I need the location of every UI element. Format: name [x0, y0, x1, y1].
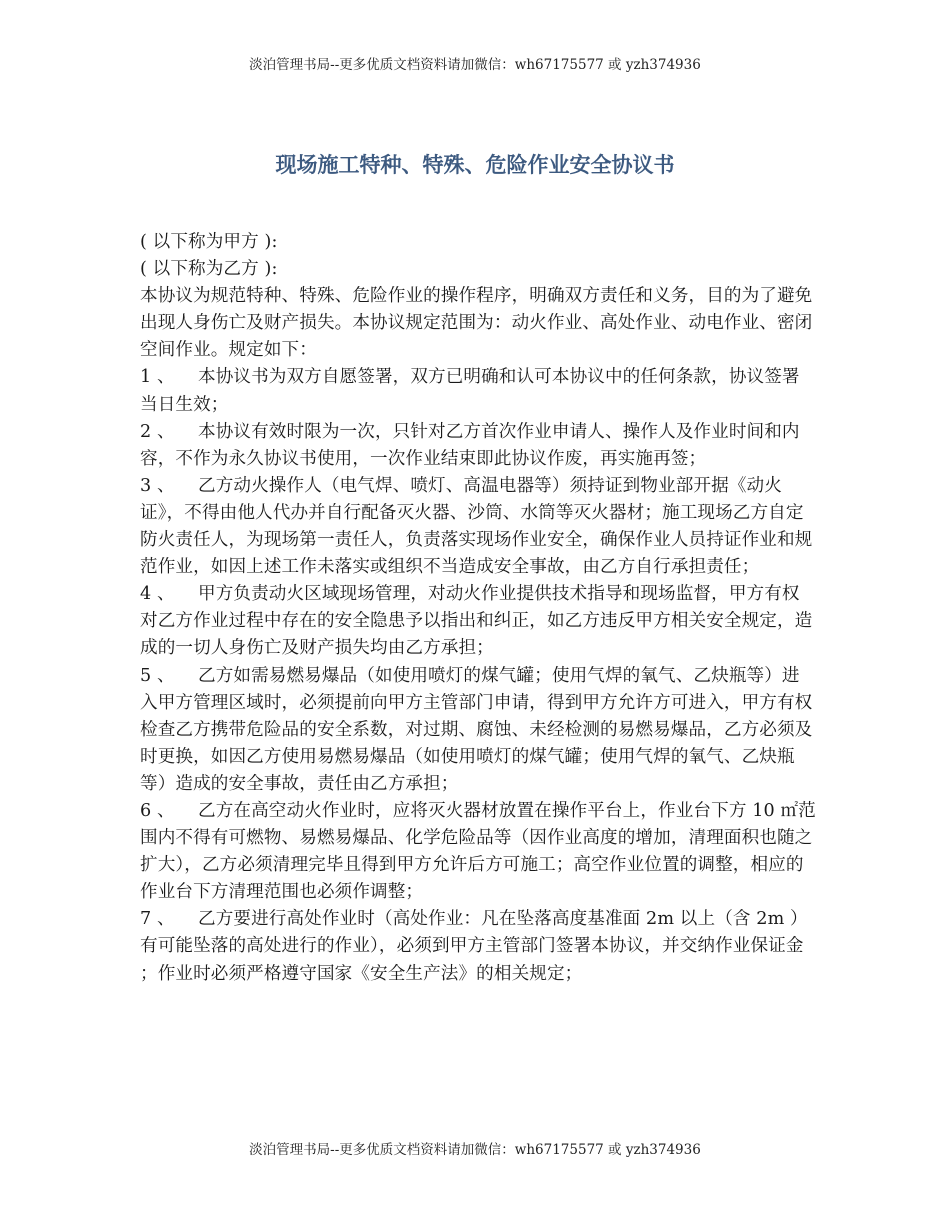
clause-4 — [140, 581, 816, 662]
clause-2 — [140, 419, 816, 473]
clause-text: 本协议书为双方自愿签署，双方已明确和认可本协议中的任何条款，协议签署当日生效； — [140, 367, 800, 415]
clause-3 — [140, 473, 816, 581]
clause-number: 5 、 — [140, 665, 175, 686]
clause-number: 6 、 — [140, 800, 175, 821]
clause-6 — [140, 798, 816, 906]
clause-number: 3 、 — [140, 475, 175, 496]
page-header: 淡泊管理书局--更多优质文档资料请加微信：wh67175577 或 yzh374936 — [249, 57, 701, 73]
clause-text: 乙方动火操作人（电气焊、喷灯、高温电器等）须持证到物业部开据《动火证》，不得由他人代办并自行配备灭火器、沙筒、水筒等灭火器材；施工现场乙方自定防火责任人，为现场第一责任人，负责落实现场作业安全，确保作业人员持证作业和规范作业，如因上述工作未落实或组织不当造成安全事故，由乙方自行承担责任； — [140, 475, 813, 578]
clause-text: 甲方负责动火区域现场管理，对动火作业提供技术指导和现场监督，甲方有权对乙方作业过程中存在的安全隐患予以指出和纠正，如乙方违反甲方相关安全规定，造成的一切人身伤亡及财产损失均由乙方承担； — [140, 584, 813, 659]
clause-number: 7 、 — [140, 909, 175, 930]
clause-7 — [140, 906, 816, 987]
document-title: 现场施工特种、特殊、危险作业安全协议书 — [275, 152, 675, 177]
clause-text: 乙方在高空动火作业时，应将灭火器材放置在操作平台上，作业台下方 10 ㎡范围内不得有可燃物、易燃易爆品、化学危险品等（因作业高度的增加，清理面积也随之扩大），乙方必须清理完毕且得到甲方允许后方可施工；高空作业位置的调整，相应的作业台下方清理范围也必须作调整； — [140, 800, 816, 903]
clause-text: 乙方要进行高处作业时（高处作业：凡在坠落高度基准面 2m 以上（含 2m ）有可能坠落的高处进行的作业），必须到甲方主管部门签署本协议，并交纳作业保证金 ；作业时必须严格遵守国家《安全生产法》的相关规定； — [140, 909, 808, 984]
clause-text: 本协议有效时限为一次，只针对乙方首次作业申请人、操作人及作业时间和内容，不作为永久协议书使用，一次作业结束即此协议作废，再实施再签； — [140, 421, 800, 469]
page-footer: 淡泊管理书局--更多优质文档资料请加微信：wh67175577 或 yzh374936 — [249, 1142, 701, 1158]
clause-1 — [140, 364, 816, 418]
party-b-line: ( 以下称为乙方 ): — [140, 259, 278, 280]
intro-paragraph: 本协议为规范特种、特殊、危险作业的操作程序，明确双方责任和义务，目的为了避免出现人身伤亡及财产损失。本协议规定范围为：动火作业、高处作业、动电作业、密闭空间作业。规定如下： — [140, 286, 813, 361]
clause-5 — [140, 663, 816, 798]
clause-text: 乙方如需易燃易爆品（如使用喷灯的煤气罐；使用气焊的氧气、乙炔瓶等）进入甲方管理区域时，必须提前向甲方主管部门申请，得到甲方允许方可进入，甲方有权检查乙方携带危险品的安全系数，对过期、腐蚀、未经检测的易燃易爆品，乙方必须及时更换，如因乙方使用易燃易爆品（如使用喷灯的煤气罐；使用气焊的氧气、乙炔瓶等）造成的安全事故，责任由乙方承担； — [140, 665, 813, 794]
document-body — [140, 229, 816, 988]
clause-number: 2 、 — [140, 421, 175, 442]
clause-number: 1 、 — [140, 367, 175, 388]
party-a-line: ( 以下称为甲方 ): — [140, 232, 278, 252]
clause-number: 4 、 — [140, 584, 175, 605]
